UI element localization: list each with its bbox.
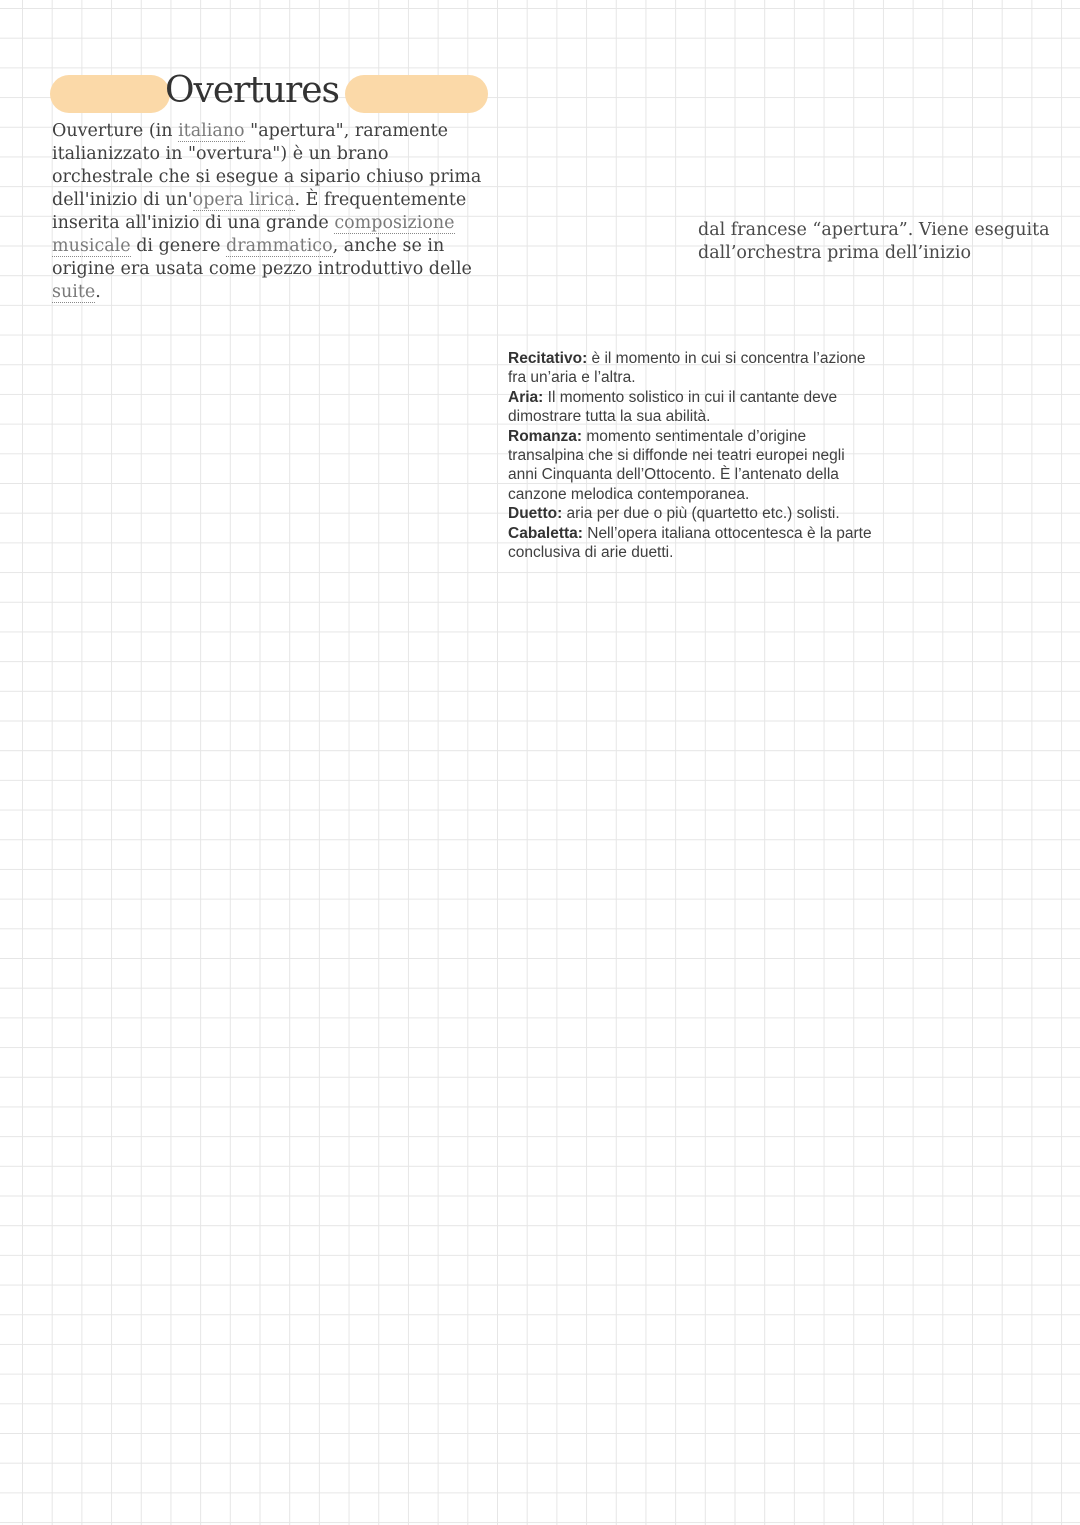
- glossary-term: Duetto:: [508, 505, 563, 523]
- glossary-definition: Nell’opera italiana ottocentesca è la parte conclusiva di arie duetti.: [508, 524, 872, 562]
- glossary-entry: [508, 524, 878, 563]
- intro-text: , anche se in origine era usata come pezzo introduttivo delle: [52, 236, 472, 279]
- link-suite[interactable]: suite: [52, 282, 96, 302]
- glossary-definition: è il momento in cui si concentra l’azione fra un’aria e l’altra.: [508, 350, 866, 387]
- glossary-entry: [508, 504, 878, 523]
- link-italiano[interactable]: italiano: [178, 121, 245, 141]
- glossary-entry: [508, 349, 878, 388]
- glossary-entry: [508, 388, 878, 427]
- glossary-entry: [508, 427, 878, 505]
- title-highlight-right: [345, 75, 488, 113]
- glossary: [508, 349, 878, 562]
- side-note-line: dall’orchestra prima dell’inizio: [698, 243, 971, 263]
- intro-paragraph: [52, 120, 492, 304]
- glossary-term: Romanza:: [508, 427, 583, 445]
- title-highlight-left: [50, 75, 170, 113]
- glossary-definition: Il momento solistico in cui il cantante deve dimostrare tutta la sua abilità.: [508, 388, 838, 426]
- glossary-term: Cabaletta:: [508, 524, 583, 542]
- link-drammatico[interactable]: drammatico: [226, 236, 333, 256]
- intro-text: . È frequentemente inserita all'inizio di una grande: [52, 190, 467, 233]
- side-note: [698, 219, 1080, 265]
- side-note-line: dal francese “apertura”. Viene eseguita: [698, 220, 1050, 240]
- glossary-definition: momento sentimentale d’origine transalpina che si diffonde nei teatri europei negli anni Cinquanta dell’Ottocento. È l’antenato della canzone melodica contemporanea.: [508, 427, 845, 503]
- link-composizione-musicale[interactable]: composizione musicale: [52, 213, 455, 256]
- link-opera-lirica[interactable]: opera lirica: [192, 190, 295, 210]
- page-title: Overtures: [165, 70, 340, 111]
- intro-text: .: [95, 282, 101, 302]
- glossary-definition: aria per due o più (quartetto etc.) solisti.: [562, 505, 840, 523]
- intro-text: "apertura", raramente italianizzato in "overtura") è un brano orchestrale che si esegue a sipario chiuso prima dell'inizio di un': [52, 121, 482, 210]
- intro-text: di genere: [130, 236, 227, 256]
- glossary-term: Aria:: [508, 388, 544, 406]
- glossary-term: Recitativo:: [508, 350, 588, 367]
- intro-text: Ouverture (in: [52, 121, 179, 141]
